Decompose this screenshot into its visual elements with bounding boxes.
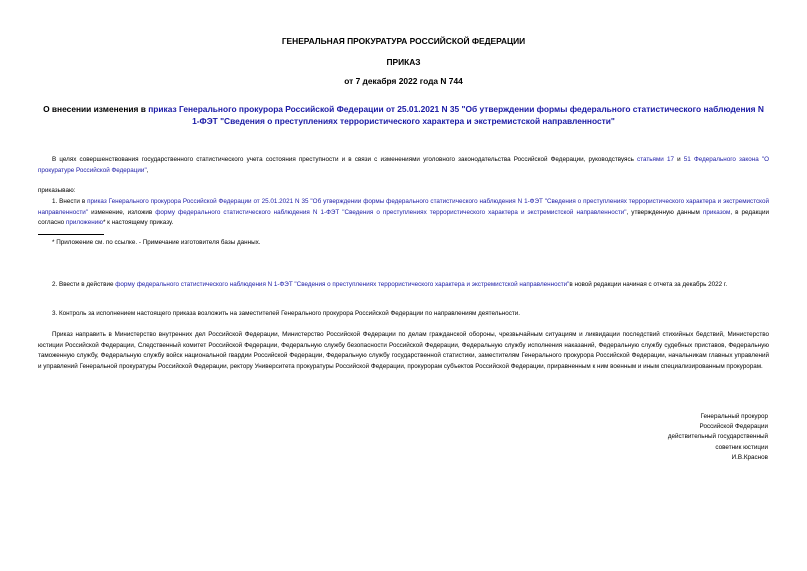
title-order-link[interactable]: приказ Генерального прокурора Российской Федерации от 25.01.2021 N 35 "Об утверждении формы федерального статистического наблюдения N 1-ФЭТ "Сведения о преступлениях террористического характера и экстремистской направленности" <box>148 104 764 126</box>
item-2-paragraph <box>38 280 769 291</box>
preamble-and: и <box>673 156 684 163</box>
document-title <box>40 104 767 127</box>
agency-heading: ГЕНЕРАЛЬНАЯ ПРОКУРАТУРА РОССИЙСКОЙ ФЕДЕРАЦИИ <box>281 36 526 46</box>
order-word: приказываю: <box>38 187 76 194</box>
preamble-end: , <box>146 166 149 174</box>
item-1-number: 1. Внести в <box>52 198 88 205</box>
item-1-paragraph <box>38 197 769 229</box>
distribution-paragraph: Приказ направить в Министерство внутренних дел Российской Федерации, Министерство Российской Федерации по делам гражданской обороны, чрезвычайным ситуациям и ликвидации последствий стихийных бедствий, Министерство юстиции Российской Федерации, Следственный комитет Российской Федерации, Федеральную службу безопасности Российской Федерации, Федеральную службу исполнения наказаний, Федеральную службу судебных приставов, Федеральную таможенную службу, Федеральную службу войск национальной гвардии Российской Федерации, Федеральную службу государственной статистики, заместителям Генерального прокурора Российской Федерации, начальникам главных управлений и управлений Генеральной прокуратуры Российской Федерации, ректору Университета прокуратуры Российской Федерации, прокурорам субъектов Российской Федерации, приравненным к ним военным и иным специализированным прокурорам. <box>38 331 769 370</box>
item-3-paragraph: 3. Контроль за исполнением настоящего приказа возложить на заместителей Генерального прокурора Российской Федерации по направлениям деятельности. <box>52 310 521 317</box>
item-2-number: 2. Ввести в действие <box>52 281 116 288</box>
item-1-appendix-link[interactable]: приложению <box>65 219 103 227</box>
footnote-divider <box>38 234 104 235</box>
doc-type-heading: ПРИКАЗ <box>386 57 421 67</box>
articles-link[interactable]: статьями 17 <box>637 156 674 163</box>
item-1-end: * к настоящему приказу. <box>102 219 174 227</box>
preamble-text: В целях совершенствования государственного статистического учета состояния преступности и в связи с изменениями уголовного законодательства Российской Федерации, руководствуясь <box>52 156 638 163</box>
item-1-mid2: , утвержденную данным <box>626 208 703 216</box>
signature-name: И.В.Краснов <box>731 453 768 461</box>
article-51-link[interactable]: 51 <box>683 156 691 163</box>
preamble-paragraph <box>38 155 769 176</box>
item-1-mid3: , в редакции согласно <box>38 208 769 227</box>
signature-line-2: Российской Федерации <box>699 423 768 431</box>
signature-line-1: Генеральный прокурор <box>700 413 768 420</box>
signature-block <box>568 412 768 463</box>
footnote: * Приложение см. по ссылке. - Примечание изготовителя базы данных. <box>52 239 261 246</box>
date-number-heading: от 7 декабря 2022 года N 744 <box>344 76 463 86</box>
item-2-form-link[interactable]: форму федерального статистического наблюдения N 1-ФЭТ "Сведения о преступлениях террористического характера и экстремистской направленности" <box>115 281 570 288</box>
item-1-prikaz-link[interactable]: приказом <box>702 208 731 216</box>
signature-line-3: действительный государственный <box>667 433 768 441</box>
item-1-mid: изменение, изложив <box>88 208 156 216</box>
signature-line-4: советник юстиции <box>715 443 768 451</box>
item-2-end: в новой редакции начиная с отчета за декабрь 2022 г. <box>569 281 728 288</box>
law-link[interactable]: Федерального закона "О прокуратуре Российской Федерации" <box>38 156 769 174</box>
title-prefix: О внесении изменения в <box>43 104 149 114</box>
item-1-form-link[interactable]: форму федерального статистического наблюдения N 1-ФЭТ "Сведения о преступлениях террористического характера и экстремистской направленности" <box>155 208 627 216</box>
item-1-order-link[interactable]: приказ Генерального прокурора Российской Федерации от 25.01.2021 N 35 "Об утверждении формы федерального статистического наблюдения N 1-ФЭТ "Сведения о преступлениях террористического характера и экстремистской направленности" <box>38 198 769 216</box>
